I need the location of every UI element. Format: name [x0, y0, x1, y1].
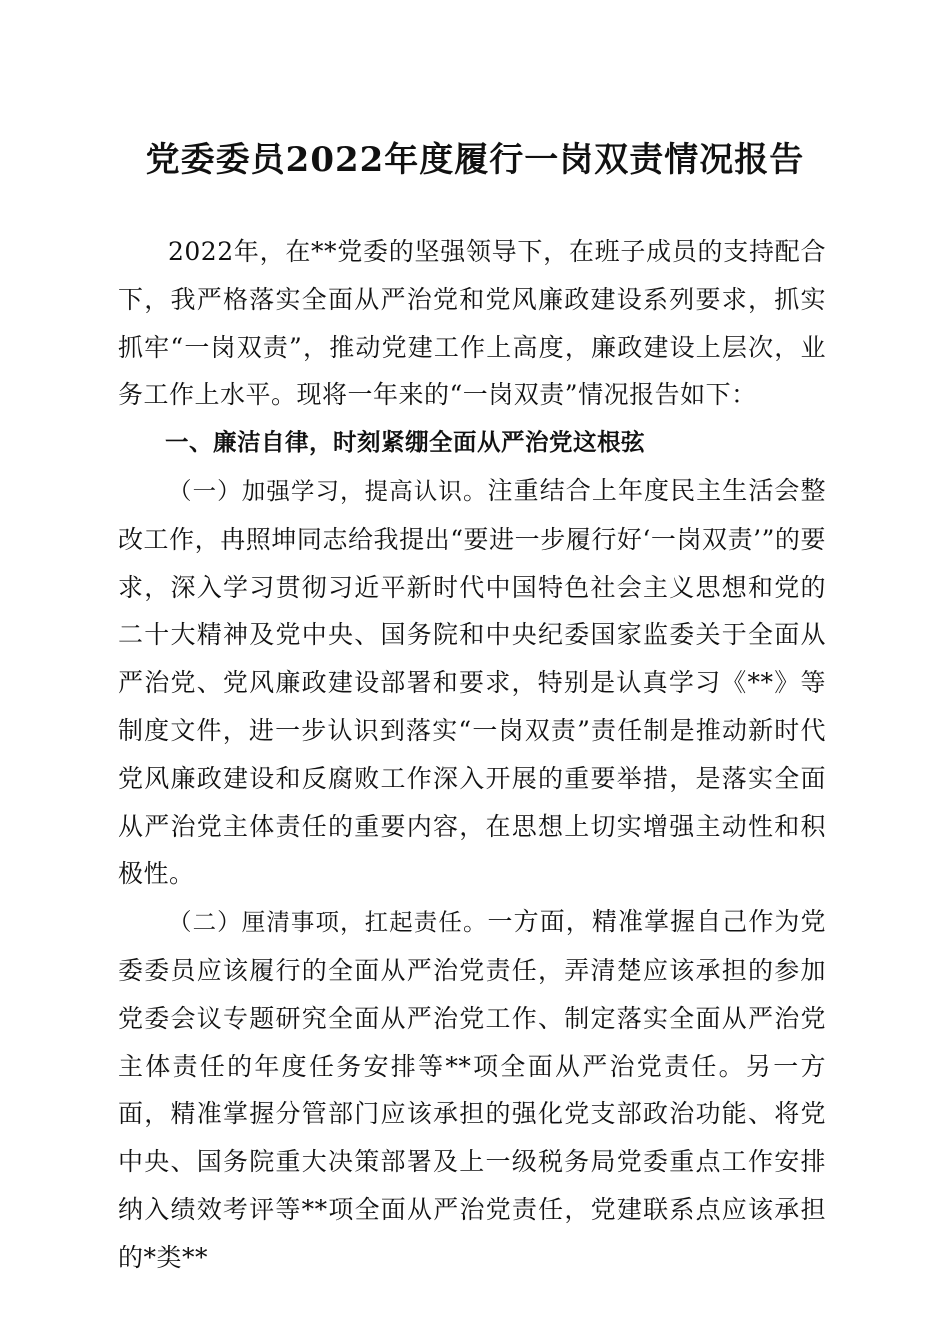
intro-paragraph: 2022年，在**党委的坚强领导下，在班子成员的支持配合下，我严格落实全面从严治党和党风廉政建设系列要求，抓实抓牢“一岗双责”，推动党建工作上高度，廉政建设上层次，业务工作上水平。现将一年来的“一岗双责”情况报告如下：: [118, 237, 826, 410]
item-1-lead: （一）加强学习，提高认识。: [168, 476, 488, 505]
item-2-lead: （二）厘清事项，扛起责任。: [168, 908, 488, 937]
section-heading: 一、廉洁自律，时刻紧绷全面从严治党这根弦: [165, 428, 645, 457]
paragraph-item-1: [118, 467, 826, 898]
item-2-body: 一方面，精准掌握自己作为党委委员应该履行的全面从严治党责任，弄清楚应该承担的参加党委会议专题研究全面从严治党工作、制定落实全面从严治党主体责任的年度任务安排等**项全面从严治党责任。另一方面，精准掌握分管部门应该承担的强化党支部政治功能、将党中央、国务院重大决策部署及上一级税务局党委重点工作安排纳入绩效考评等**项全面从严治党责任，党建联系点应该承担的*类**: [118, 907, 827, 1272]
document-title: 党委委员2022年度履行一岗双责情况报告: [145, 140, 805, 180]
item-1-body: 注重结合上年度民主生活会整改工作，冉照坤同志给我提出“要进一步履行好‘一岗双责’”的要求，深入学习贯彻习近平新时代中国特色社会主义思想和党的二十大精神及党中央、国务院和中央纪委国家监委关于全面从严治党、党风廉政建设部署和要求，特别是认真学习《**》等制度文件，进一步认识到落实“一岗双责”责任制是推动新时代党风廉政建设和反腐败工作深入开展的重要举措，是落实全面从严治党主体责任的重要内容，在思想上切实增强主动性和积极性。: [118, 475, 827, 889]
document-body: [118, 228, 826, 1282]
paragraph-item-2: [118, 898, 826, 1281]
